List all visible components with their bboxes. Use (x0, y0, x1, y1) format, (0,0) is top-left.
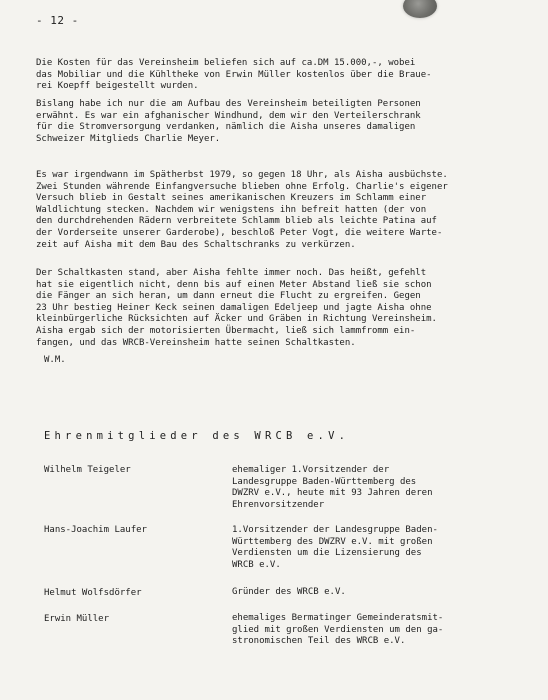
paragraph-costs (36, 58, 504, 93)
paragraph-switchbox (36, 268, 504, 349)
member-description (232, 587, 512, 599)
text-line: fangen, und das WRCB-Vereinsheim hatte seinen Schaltkasten. (36, 337, 356, 348)
page-number: - 12 - (36, 14, 79, 27)
text-line: DWZRV e.V., heute mit 93 Jahren deren (232, 488, 433, 499)
text-line: ehemaliger 1.Vorsitzender der (232, 465, 390, 475)
text-line: Württemberg des DWZRV e.V. mit großen (232, 536, 433, 547)
member-description (232, 525, 512, 571)
member-name: Hans-Joachim Laufer (44, 525, 147, 535)
text-line: für die Stromversorgung verdanken, nämlich die Aisha unseres damaligen (36, 122, 416, 133)
text-line: zeit auf Aisha mit dem Bau des Schaltschranks zu verkürzen. (36, 239, 356, 250)
text-line: 1.Vorsitzender der Landesgruppe Baden- (232, 525, 438, 535)
text-line: kleinbürgerliche Rücksichten auf Äcker und Gräben in Richtung Vereinsheim. (36, 314, 437, 325)
text-line: Landesgruppe Baden-Württemberg des (232, 476, 417, 487)
paragraph-escape (36, 170, 504, 251)
text-line: Ehrenvorsitzender (232, 499, 325, 510)
text-line: WRCB e.V. (232, 559, 281, 570)
text-line: die Fänger an sich heran, um dann erneut die Flucht zu ergreifen. Gegen (36, 291, 421, 302)
member-name: Erwin Müller (44, 614, 110, 624)
text-line: den durchdrehenden Rädern verbreitete Schlamm blieb als leichte Patina auf (36, 216, 437, 227)
text-line: Die Kosten für das Vereinsheim beliefen sich auf ca.DM 15.000,-, wobei (36, 58, 416, 68)
text-line: Versuch blieb in Gestalt seines amerikanischen Kreuzers im Schlamm einer (36, 193, 427, 204)
author-signature: W.M. (44, 355, 66, 365)
text-line: glied mit großen Verdiensten um den ga- (232, 624, 444, 635)
member-description (232, 465, 512, 511)
member-name: Helmut Wolfsdörfer (44, 588, 142, 598)
member-name: Wilhelm Teigeler (44, 465, 131, 475)
text-line: 23 Uhr bestieg Heiner Keck seinen damaligen Edeljeep und jagte Aisha ohne (36, 302, 432, 313)
punch-hole (403, 0, 437, 18)
text-line: Bislang habe ich nur die am Aufbau des Vereinsheim beteiligten Personen (36, 99, 421, 109)
text-line: Aisha ergab sich der motorisierten Übermacht, ließ sich lammfromm ein- (36, 325, 416, 336)
text-line: erwähnt. Es war ein afghanischer Windhund, dem wir den Verteilerschrank (36, 110, 421, 121)
text-line: Es war irgendwann im Spätherbst 1979, so gegen 18 Uhr, als Aisha ausbüchste. (36, 170, 448, 180)
text-line: stronomischen Teil des WRCB e.V. (232, 636, 406, 647)
honorary-members-heading: Ehrenmitglieder des WRCB e.V. (44, 430, 350, 442)
text-line: ehemaliges Bermatinger Gemeinderatsmit- (232, 613, 444, 623)
text-line: Schweizer Mitglieds Charlie Meyer. (36, 133, 221, 144)
text-line: Zwei Stunden währende Einfangversuche blieben ohne Erfolg. Charlie's eigener (36, 181, 448, 192)
text-line: Der Schaltkasten stand, aber Aisha fehlte immer noch. Das heißt, gefehlt (36, 268, 427, 278)
text-line: Gründer des WRCB e.V. (232, 587, 346, 597)
text-line: das Mobiliar und die Kühltheke von Erwin Müller kostenlos über die Braue- (36, 69, 432, 80)
paragraph-aisha-intro (36, 99, 504, 145)
text-line: rei Koepff beigestellt wurden. (36, 81, 199, 92)
text-line: hat sie eigentlich nicht, denn bis auf einen Meter Abstand ließ sie schon (36, 279, 432, 290)
text-line: Waldlichtung stecken. Nachdem wir wenigstens ihn befreit hatten (der von (36, 204, 427, 215)
text-line: der Vorderseite unserer Garderobe), beschloß Peter Vogt, die weitere Warte- (36, 227, 443, 238)
text-line: Verdiensten um die Lizensierung des (232, 548, 422, 559)
member-description (232, 613, 512, 648)
